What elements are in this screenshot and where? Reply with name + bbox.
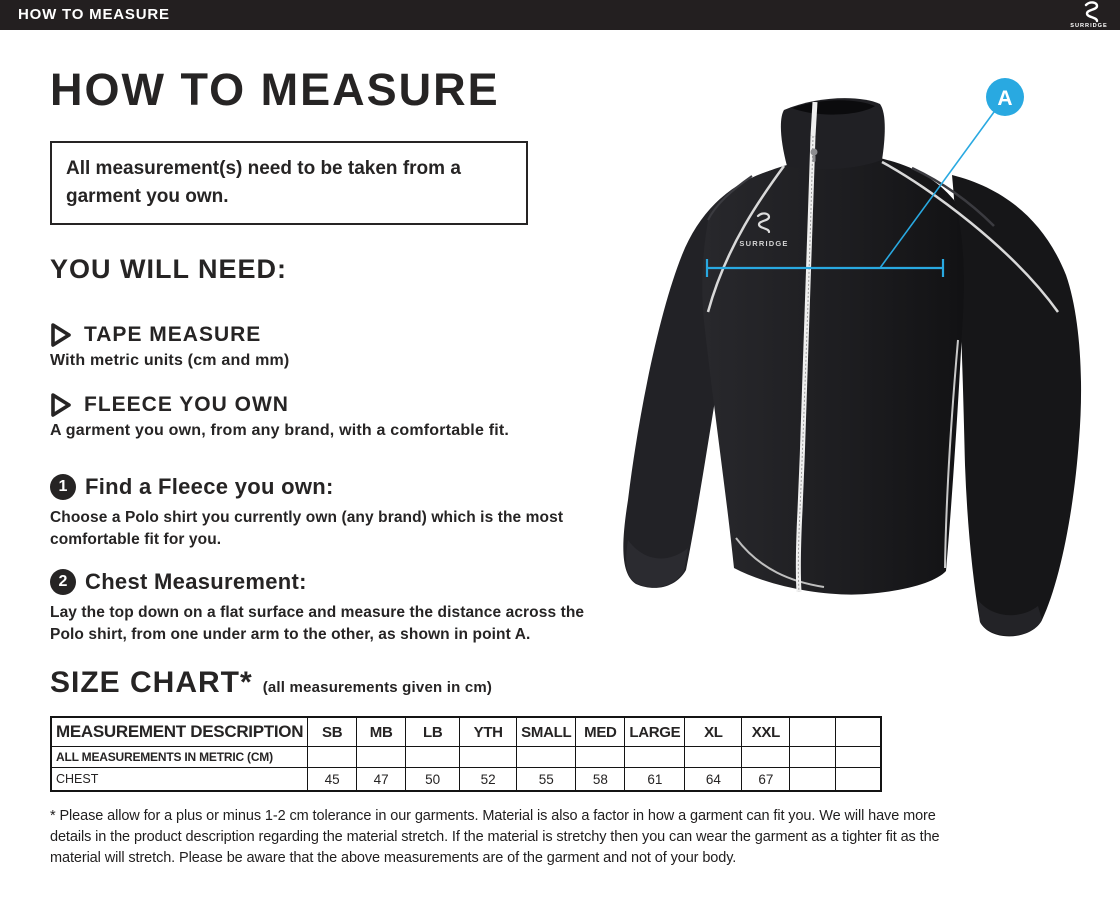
- table-row: [51, 747, 881, 768]
- svg-text:SURRIDGE: SURRIDGE: [739, 239, 789, 248]
- measurement-cell: [357, 747, 406, 768]
- jacket-collar: [781, 98, 885, 169]
- need-item-title: FLEECE YOU OWN: [84, 393, 289, 416]
- need-item-description: A garment you own, from any brand, with a comfortable fit.: [50, 422, 510, 439]
- step-title: Find a Fleece you own:: [85, 474, 334, 499]
- measurement-cell: [576, 747, 625, 768]
- measurement-cell: 61: [625, 768, 685, 792]
- measurement-cell: [790, 768, 836, 792]
- column-header-size: XL: [685, 717, 742, 747]
- need-item-title: TAPE MEASURE: [84, 323, 262, 346]
- row-label: ALL MEASUREMENTS IN METRIC (CM): [51, 747, 308, 768]
- column-header-size: MB: [357, 717, 406, 747]
- measurement-cell: 64: [685, 768, 742, 792]
- column-header-size: [836, 717, 881, 747]
- measurement-cell: [460, 747, 517, 768]
- measurement-notice: All measurement(s) need to be taken from a garment you own.: [50, 141, 528, 225]
- measurement-cell: [308, 747, 357, 768]
- you-will-need-heading: YOU WILL NEED:: [50, 254, 288, 284]
- measurement-cell: [517, 747, 576, 768]
- size-chart-heading: SIZE CHART*: [50, 666, 253, 699]
- need-item-fleece: [50, 392, 509, 440]
- step-number-badge: 2: [50, 569, 76, 595]
- measurement-cell: [836, 768, 881, 792]
- column-header-size: SB: [308, 717, 357, 747]
- measurement-cell: 50: [406, 768, 460, 792]
- triangle-bullet-icon: [50, 322, 72, 348]
- column-header-size: XXL: [742, 717, 790, 747]
- fleece-jacket-image: [612, 70, 1120, 670]
- need-item-tape-measure: [50, 322, 289, 370]
- step-number-badge: 1: [50, 474, 76, 500]
- tolerance-footnote: * Please allow for a plus or minus 1-2 cm tolerance in our garments. Material is also a factor in how a garment can fit you. We will have more details in the product description regarding the material stretch. If the material is stretchy then you can wear the garment as a tighter fit as the material will stretch. Please be aware that the above measurements are of the garment and not of your body.: [50, 808, 940, 866]
- measurement-cell: 45: [308, 768, 357, 792]
- size-chart-subheading: (all measurements given in cm): [262, 679, 493, 696]
- table-row: [51, 768, 881, 792]
- measurement-cell: [790, 747, 836, 768]
- measurement-cell: 58: [576, 768, 625, 792]
- surridge-logo-icon: [1066, 1, 1112, 29]
- top-bar: [0, 0, 1120, 30]
- step-title: Chest Measurement:: [85, 569, 307, 594]
- column-header-size: MED: [576, 717, 625, 747]
- svg-text:A: A: [997, 87, 1013, 110]
- measurement-cell: [685, 747, 742, 768]
- step-description: Choose a Polo shirt you currently own (any brand) which is the most comfortable fit for you.: [50, 509, 564, 548]
- column-header-size: SMALL: [517, 717, 576, 747]
- measurement-cell: [406, 747, 460, 768]
- step-description: Lay the top down on a flat surface and measure the distance across the Polo shirt, from one under arm to the other, as shown in point A.: [50, 604, 585, 643]
- column-header-size: LB: [406, 717, 460, 747]
- row-label: CHEST: [51, 768, 308, 792]
- page-title: HOW TO MEASURE: [50, 64, 500, 115]
- column-header-description: MEASUREMENT DESCRIPTION: [51, 717, 308, 747]
- measurement-cell: 52: [460, 768, 517, 792]
- measurement-cell: 67: [742, 768, 790, 792]
- column-header-size: [790, 717, 836, 747]
- measurement-cell: [742, 747, 790, 768]
- svg-text:SURRIDGE: SURRIDGE: [1070, 23, 1108, 29]
- top-bar-title: HOW TO MEASURE: [18, 6, 170, 23]
- column-header-size: LARGE: [625, 717, 685, 747]
- step-2: [50, 569, 595, 646]
- measurement-cell: 55: [517, 768, 576, 792]
- triangle-bullet-icon: [50, 392, 72, 418]
- measurement-cell: [836, 747, 881, 768]
- jacket-body: [702, 158, 964, 595]
- measurement-cell: 47: [357, 768, 406, 792]
- point-a-badge: [986, 78, 1024, 116]
- column-header-size: YTH: [460, 717, 517, 747]
- step-1: [50, 474, 595, 551]
- size-chart-table: [50, 716, 882, 792]
- need-item-description: With metric units (cm and mm): [50, 352, 290, 369]
- jacket-right-sleeve: [952, 175, 1081, 636]
- measurement-cell: [625, 747, 685, 768]
